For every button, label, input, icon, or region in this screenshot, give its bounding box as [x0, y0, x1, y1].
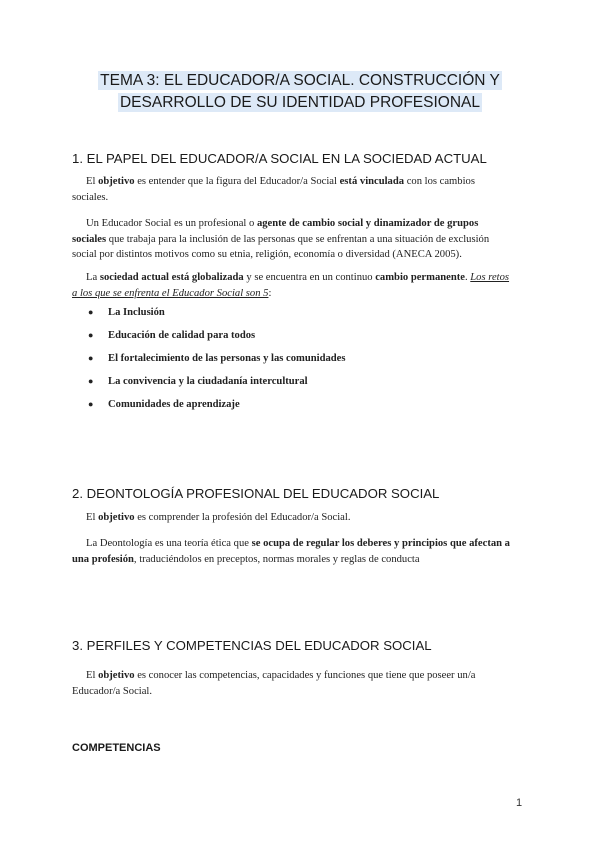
bullet-icon: ● — [88, 353, 94, 363]
challenges-list — [72, 305, 345, 420]
list-item: ● Educación de calidad para todos — [88, 330, 256, 341]
list-item: ● La convivencia y la ciudadanía intercultural — [88, 376, 308, 387]
bullet-icon: ● — [88, 330, 94, 340]
section-2-paragraph-2: La Deontología es una teoría ética que se ocupa de regular los deberes y principios que afectan a una profesión, traduciéndolos en preceptos, normas morales y reglas de conducta — [72, 538, 510, 565]
section-2-heading: 2. DEONTOLOGÍA PROFESIONAL DEL EDUCADOR SOCIAL — [72, 486, 440, 501]
list-item: ● La Inclusión — [88, 307, 165, 318]
title-line-2: DESARROLLO DE SU IDENTIDAD PROFESIONAL — [119, 94, 481, 111]
document-title — [72, 70, 528, 114]
section-2-paragraph-1: El objetivo es comprender la profesión del Educador/a Social. — [86, 512, 351, 523]
section-1-heading: 1. EL PAPEL DEL EDUCADOR/A SOCIAL EN LA SOCIEDAD ACTUAL — [72, 151, 487, 166]
list-item: ● El fortalecimiento de las personas y las comunidades — [88, 353, 346, 364]
section-3-heading: 3. PERFILES Y COMPETENCIAS DEL EDUCADOR SOCIAL — [72, 638, 432, 653]
bullet-icon: ● — [88, 376, 94, 386]
page-number: 1 — [516, 797, 523, 809]
title-line-1: TEMA 3: EL EDUCADOR/A SOCIAL. CONSTRUCCIÓN Y — [100, 72, 500, 89]
bullet-icon: ● — [88, 307, 94, 317]
bullet-icon: ● — [88, 399, 94, 409]
section-1-paragraph-3: La sociedad actual está globalizada y se encuentra en un continuo cambio permanente. Los retos a los que se enfrenta el Educador Social son 5: — [72, 272, 510, 299]
competencias-subheading: COMPETENCIAS — [72, 742, 161, 754]
list-item: ● Comunidades de aprendizaje — [88, 399, 240, 410]
section-1-paragraph-2: Un Educador Social es un profesional o agente de cambio social y dinamizador de grupos sociales que trabaja para la inclusión de las personas que se enfrentan a una situación de exclusión social por distintos motivos como su etnia, religión, economía o diversidad (ANECA 2005). — [72, 218, 490, 260]
section-3-paragraph-1: El objetivo es conocer las competencias, capacidades y funciones que tiene que poseer un/a Educador/a Social. — [72, 670, 476, 697]
section-1-paragraph-1: El objetivo es entender que la figura del Educador/a Social está vinculada con los cambios sociales. — [72, 176, 475, 203]
